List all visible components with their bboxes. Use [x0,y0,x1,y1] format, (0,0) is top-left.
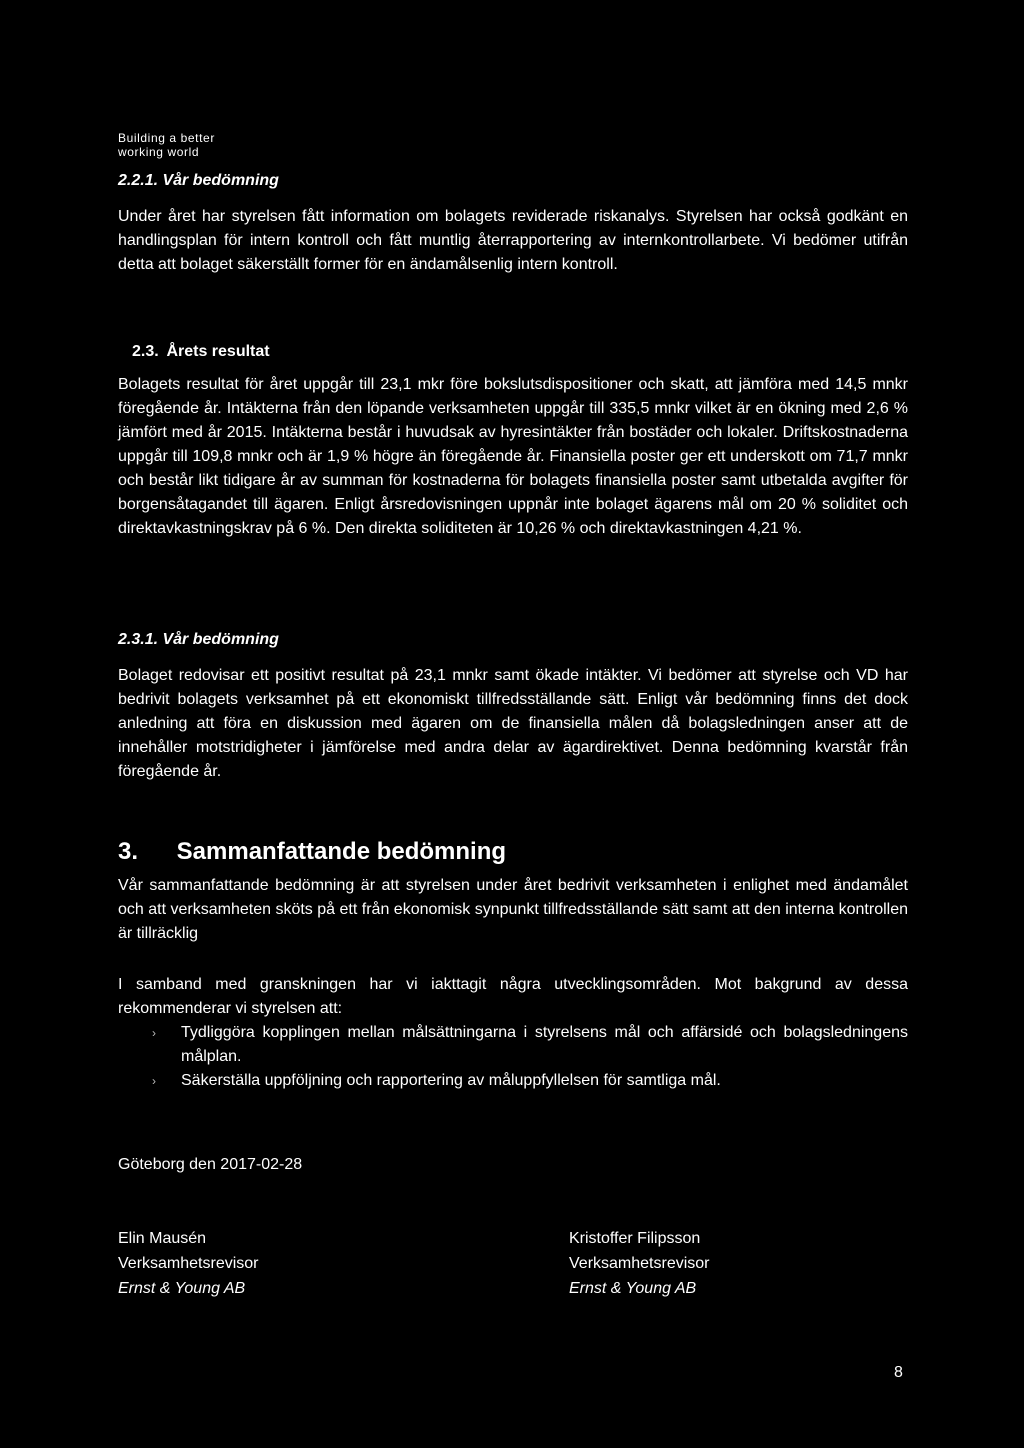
section-2-3-1-body [118,664,908,784]
signatory-title: Verksamhetsrevisor [118,1255,259,1272]
brand-tagline-line2: working world [118,145,200,159]
brand-tagline-line1: Building a better [118,131,215,145]
paragraph-2-3: Bolagets resultat för året uppgår till 23,1 mkr före bokslutsdispositioner och skatt, att jämföra med 14,5 mnkr föregående år. Intäkterna från den löpande verksamheten uppgår till 335,5 mnkr vilket är en ökning med 2,6 % jämfört med år 2015. Intäkterna består i huvudsak av hyresintäkter från bostäder och lokaler. Driftskostnaderna uppgår till 109,8 mnkr och är 1,9 % högre än föregående år. Finansiella poster ger ett underskott om 71,7 mnkr och består likt tidigare år av summan för kostnaderna för bolagets finansiella poster samt utbetalda avgifter för borgensåtagandet till ägaren. Enligt årsredovisningen uppnår inte bolaget ägarens mål om 20 % soliditet och direktavkastningskrav på 6 %. Den direkta soliditeten är 10,26 % och direktavkastningen 4,21 %. [118,376,908,537]
bullet-arrow-icon: › [152,1026,156,1040]
signatory-title: Verksamhetsrevisor [569,1255,710,1272]
heading-2-2-1: 2.2.1. Vår bedömning [118,172,279,189]
section-2-2-1-body [118,205,908,277]
bullet-arrow-icon: › [152,1074,156,1088]
section-3-recommendations [118,973,908,1093]
heading-3 [118,838,908,866]
section-3-body [118,874,908,946]
signature-block-2 [569,1226,710,1301]
list-item: › Säkerställa uppföljning och rapportering av måluppfyllelsen för samtliga mål. [118,1069,908,1093]
signatory-name: Kristoffer Filipsson [569,1230,701,1247]
section-2-3-body [118,373,908,541]
place-date: Göteborg den 2017-02-28 [118,1156,303,1173]
signatory-name: Elin Mausén [118,1230,207,1247]
signatory-firm: Ernst & Young AB [118,1280,246,1297]
heading-2-3-number: 2.3. [132,343,159,360]
brand-tagline [118,131,215,159]
heading-3-number: 3. [118,838,139,865]
heading-2-3 [118,343,908,361]
heading-2-3-1: 2.3.1. Vår bedömning [118,631,279,648]
list-item: › Tydliggöra kopplingen mellan målsättningarna i styrelsens mål och affärsidé och bolagsledningens målplan. [118,1021,908,1069]
heading-2-3-title: Årets resultat [166,343,270,360]
paragraph-2-3-1: Bolaget redovisar ett positivt resultat på 23,1 mnkr samt ökade intäkter. Vi bedömer att styrelse och VD har bedrivit bolagets verksamhet på ett ekonomiskt tillfredsställande sätt. Enligt vår bedömning finns det dock anledning att föra en diskussion med ägaren om de finansiella målen då bolagsledningen anser att de innehåller motstridigheter i jämförelse med andra delar av ägardirektivet. Denna bedömning kvarstår från föregående år. [118,667,908,780]
recommendation-list [118,1021,908,1093]
heading-3-title: Sammanfattande bedömning [176,838,507,865]
paragraph-2-2-1: Under året har styrelsen fått information om bolagets reviderade riskanalys. Styrelsen har också godkänt en handlingsplan för intern kontroll och fått muntlig återrapportering av internkontrollarbete. Vi bedömer utifrån detta att bolaget säkerställt former för en ändamålsenlig intern kontroll. [118,208,908,273]
signatory-firm: Ernst & Young AB [569,1280,697,1297]
paragraph-3-summary: Vår sammanfattande bedömning är att styrelsen under året bedrivit verksamheten i enlighet med ändamålet och att verksamheten sköts på ett från ekonomisk synpunkt tillfredsställande sätt samt att den interna kontrollen är tillräcklig [118,877,908,942]
paragraph-3-recommendations: I samband med granskningen har vi iakttagit några utvecklingsområden. Mot bakgrund av dessa rekommenderar vi styrelsen att: [118,976,908,1017]
page-number: 8 [894,1364,903,1381]
signature-block-1 [118,1226,259,1301]
